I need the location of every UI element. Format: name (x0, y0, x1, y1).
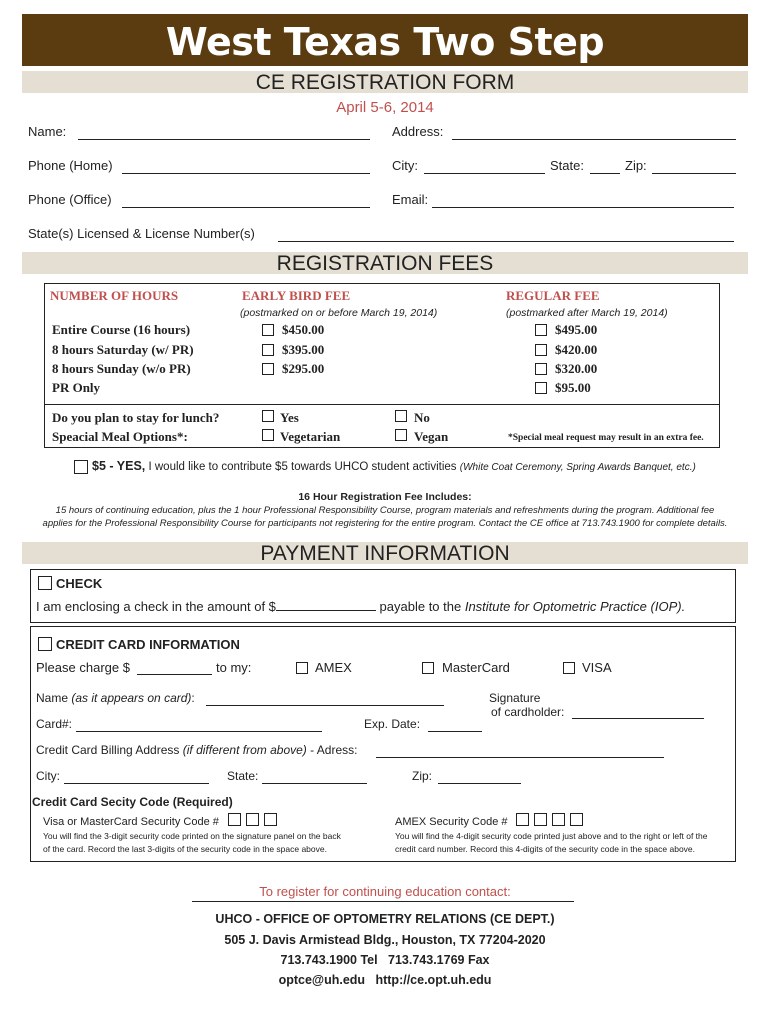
regular-fee-checkbox[interactable] (535, 382, 547, 394)
early-fee-amount: $395.00 (282, 342, 325, 357)
state-field[interactable] (590, 173, 620, 174)
regular-fee-amount: $320.00 (555, 361, 598, 376)
contact-phones: 713.743.1900 Tel 713.743.1769 Fax (280, 953, 490, 967)
amex-code-label: AMEX Security Code # (395, 816, 508, 828)
billing-text: Credit Card Billing Address (36, 743, 183, 757)
signature-label: of cardholder: (491, 705, 565, 719)
phone-home-field[interactable] (122, 173, 370, 174)
regular-fee-checkbox[interactable] (535, 324, 547, 336)
vmc-code-digit[interactable] (264, 813, 277, 826)
contact-web[interactable]: optce@uh.edu http://ce.opt.uh.edu (278, 973, 492, 987)
signature-field[interactable] (572, 718, 704, 719)
vegetarian-checkbox[interactable] (262, 429, 274, 441)
donation-checkbox[interactable] (74, 460, 88, 474)
check-box (30, 569, 736, 623)
includes-line: 15 hours of continuing education, plus the 1 hour Professional Responsibility Course, program materials and refreshments during the program. Additional fee (55, 505, 715, 516)
lunch-no-checkbox[interactable] (395, 410, 407, 422)
regular-fee-amount: $495.00 (555, 322, 598, 337)
security-code-title: Credit Card Secity Code (Required) (32, 795, 233, 809)
billing-zip-field[interactable] (438, 783, 521, 784)
lunch-yes-label: Yes (280, 410, 299, 425)
vmc-code-label: Visa or MasterCard Security Code # (43, 816, 219, 828)
amex-checkbox[interactable] (296, 662, 308, 674)
meal-question: Speacial Meal Options*: (52, 429, 188, 444)
fee-row-label: PR Only (52, 380, 101, 395)
billing-italic: (if different from above) (182, 743, 307, 757)
credit-card-label: CREDIT CARD INFORMATION (56, 637, 240, 652)
phone-office-field[interactable] (122, 207, 370, 208)
address-label: Address: (392, 124, 444, 139)
regular-fee-checkbox[interactable] (535, 363, 547, 375)
col-early-header: EARLY BIRD FEE (242, 288, 351, 303)
check-amount-field[interactable] (276, 598, 376, 611)
amex-code-digit[interactable] (552, 813, 565, 826)
exp-date-label: Exp. Date: (364, 717, 421, 731)
regular-fee-checkbox[interactable] (535, 344, 547, 356)
phone-office-label: Phone (Office) (28, 192, 112, 207)
fee-row-label: Entire Course (16 hours) (52, 322, 191, 337)
zip-field[interactable] (652, 173, 736, 174)
amex-code-digit[interactable] (516, 813, 529, 826)
license-field[interactable] (278, 241, 734, 242)
billing-city-field[interactable] (64, 783, 209, 784)
billing-label (36, 743, 357, 757)
regular-fee-amount: $95.00 (555, 380, 591, 395)
early-fee-amount: $450.00 (282, 322, 325, 337)
email-field[interactable] (432, 207, 734, 208)
name-field[interactable] (78, 139, 370, 140)
license-label: State(s) Licensed & License Number(s) (28, 226, 255, 241)
col-regular-header: REGULAR FEE (506, 288, 600, 303)
early-fee-amount: $295.00 (282, 361, 325, 376)
check-payee: Institute for Optometric Practice (IOP). (464, 599, 686, 614)
vmc-code-digit[interactable] (228, 813, 241, 826)
fees-section-title: REGISTRATION FEES (22, 252, 748, 274)
phone-home-label: Phone (Home) (28, 158, 113, 173)
donation-italic: (White Coat Ceremony, Spring Awards Banquet, etc.) (459, 462, 696, 473)
lunch-yes-checkbox[interactable] (262, 410, 274, 422)
billing-city-label: City: (36, 769, 60, 783)
card-number-field[interactable] (76, 731, 322, 732)
vegan-label: Vegan (414, 429, 449, 444)
includes-line: applies for the Professional Responsibility Course for participants not registering for the entire program. Contact the CE office at 713.743.1900 for complete details. (42, 518, 728, 529)
donation-bold: $5 - YES, (92, 459, 146, 473)
check-label: CHECK (56, 576, 103, 591)
name-italic: (as it appears on card) (71, 691, 192, 705)
check-text: I am enclosing a check in the amount of $ (36, 599, 276, 614)
vmc-code-digit[interactable] (246, 813, 259, 826)
exp-date-field[interactable] (428, 731, 482, 732)
lunch-no-label: No (414, 410, 430, 425)
regular-note: (postmarked after March 19, 2014) (506, 307, 668, 319)
name-colon: : (191, 691, 195, 705)
amex-code-digit[interactable] (534, 813, 547, 826)
early-fee-checkbox[interactable] (262, 344, 274, 356)
billing-address-field[interactable] (376, 757, 664, 758)
early-fee-checkbox[interactable] (262, 324, 274, 336)
amex-code-digit[interactable] (570, 813, 583, 826)
cardholder-name-field[interactable] (206, 705, 444, 706)
payment-section-title: PAYMENT INFORMATION (22, 542, 748, 564)
contact-address: 505 J. Davis Armistead Bldg., Houston, TX 77204-2020 (224, 933, 546, 947)
donation-body: I would like to contribute $5 towards UHCO student activities (145, 461, 460, 473)
billing-state-label: State: (227, 769, 259, 783)
billing-after: - Adress: (306, 743, 358, 757)
vegan-checkbox[interactable] (395, 429, 407, 441)
fee-row-label: 8 hours Sunday (w/o PR) (52, 361, 191, 376)
name-text: Name (36, 691, 72, 705)
form-title: West Texas Two Step (22, 14, 748, 66)
contact-org: UHCO - OFFICE OF OPTOMETRY RELATIONS (CE DEPT.) (215, 912, 555, 926)
meal-note: *Special meal request may result in an extra fee. (508, 433, 704, 443)
city-field[interactable] (424, 173, 545, 174)
charge-to-label: to my: (216, 660, 252, 675)
email-label: Email: (392, 192, 429, 207)
lunch-question: Do you plan to stay for lunch? (52, 410, 220, 425)
contact-divider (192, 901, 574, 902)
col-hours-header: NUMBER OF HOURS (50, 288, 179, 303)
vmc-help: of the card. Record the last 3-digits of the security code in the space above. (43, 844, 327, 854)
billing-state-field[interactable] (262, 783, 367, 784)
fee-row-label: 8 hours Saturday (w/ PR) (52, 342, 194, 357)
state-label: State: (550, 158, 584, 173)
donation-text (92, 459, 696, 473)
early-fee-checkbox[interactable] (262, 363, 274, 375)
zip-label: Zip: (625, 158, 647, 173)
card-number-label: Card#: (36, 717, 73, 731)
mastercard-checkbox[interactable] (422, 662, 434, 674)
charge-label: Please charge $ (36, 660, 130, 675)
signature-label: Signature (489, 691, 541, 705)
event-date: April 5-6, 2014 (336, 99, 434, 116)
charge-amount-field[interactable] (137, 674, 212, 675)
check-line (36, 598, 685, 614)
regular-fee-amount: $420.00 (555, 342, 598, 357)
cardholder-name-label (36, 691, 195, 705)
mastercard-label: MasterCard (442, 660, 510, 675)
contact-prompt: To register for continuing education contact: (259, 884, 511, 899)
credit-card-checkbox[interactable] (38, 637, 52, 651)
name-label: Name: (28, 124, 67, 139)
vmc-help: You will find the 3-digit security code printed on the signature panel on the back (43, 831, 341, 841)
form-subtitle: CE REGISTRATION FORM (22, 71, 748, 93)
check-checkbox[interactable] (38, 576, 52, 590)
amex-help: You will find the 4-digit security code printed just above and to the right or left of the (395, 831, 708, 841)
amex-help: credit card number. Record this 4-digits of the security code in the space above. (395, 844, 696, 854)
visa-label: VISA (582, 660, 612, 675)
city-label: City: (392, 158, 418, 173)
early-note: (postmarked on or before March 19, 2014) (240, 307, 438, 319)
amex-label: AMEX (315, 660, 352, 675)
address-field[interactable] (452, 139, 736, 140)
billing-zip-label: Zip: (412, 769, 433, 783)
includes-title: 16 Hour Registration Fee Includes: (298, 491, 472, 503)
check-payable: payable to the (379, 599, 465, 614)
vegetarian-label: Vegetarian (280, 429, 341, 444)
visa-checkbox[interactable] (563, 662, 575, 674)
